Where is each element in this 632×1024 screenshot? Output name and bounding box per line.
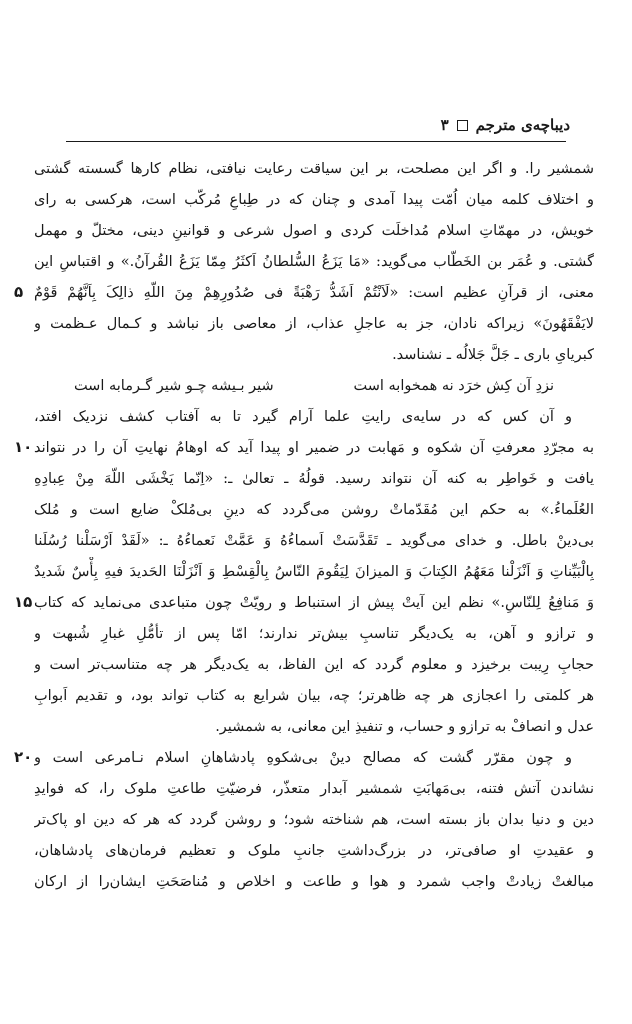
text-line: معنی، از قرآنِ عظیم است: «لَاَنْتُمْ اَشَدُّ رَهْبَةً فی صُدُورِهِمْ مِنَ اللّهِ ذالِکَ بِاَنَّهُمْ قَوْمٌ (34, 285, 594, 301)
text-line: عدل و انصافْ به ترازو و حساب، و تنفیذِ این معانی، به شمشیر. (215, 719, 594, 735)
text-line: مبالغتْ زیادتْ واجب شمرد و هوا و طاعت و اخلاص و مُناصَحَتِ ایشان‌را از ارکان (34, 874, 594, 890)
body-text (34, 154, 594, 898)
text-line: لایَفْقَهُونَ» زیراکه نادان، جز به عاجلِ عذاب، از معاصی باز نباشد و کـمال عـظمت و (34, 316, 594, 332)
text-line: نشاندن آتش فتنه، بی‌مَهابَتِ شمشیر آبدار متعذّر، فرضیّتِ طاعتِ ملوک را، که فوایدِ (34, 781, 594, 797)
line-number-10: ۱۰ (14, 438, 33, 456)
text-line: بِالْبَیِّناتِ وَ اَنْزَلْنا مَعَهُمُ الکِتابَ وَ المیزانَ لِیَقُومَ النّاسُ بِالْقِسْطِ وَ اَنْزَلْنَا الحَدیدَ فیهِ بِأْسٌ شَدیدٌ (34, 564, 594, 580)
text-line: و اختلاف کلمه میان اُمّت پیدا آمدی و چنان که در طِباعِ مُرکّب است، هرکسی به رای (34, 192, 594, 208)
text-line: و آن کس که در سایه‌ی رایتِ علما آرام گیرد تا به آفتاب کشف نزدیک افتد، (34, 409, 572, 425)
line-number-20: ۲۰ (14, 748, 33, 766)
text-line: و ترازو و آهن، به یک‌دیگر تناسبِ بیش‌تر ندارند؛ امّا پس از تأمُّلِ غبارِ شُبهت و (34, 626, 594, 642)
text-line: کبریایِ باری ـ جَلَّ جَلالُه ـ نشناسد. (392, 347, 594, 363)
line-number-5: ۵ (14, 283, 24, 301)
text-line: به مجرّدِ معرفتِ آن شکوه و مَهابت در ضمیر او پیدا آید که اوهامُ نهایتِ آن را در نتواند (34, 440, 594, 456)
text-line: یافت و خَواطِر به کنه آن نتواند رسید. قولُهُ ـ تعالیٰ ـ: «اِنّما یَخْشَی اللّهَ مِنْ عِبادِهِ (34, 471, 594, 487)
verse-hemistich-right: نزدِ آن کِش خرَد نه همخوابه است (353, 378, 555, 394)
running-header (70, 112, 570, 138)
text-line: العُلَماءُ.» به حکم این مُقَدّماتْ روشن می‌گردد که دینِ بی‌مُلکْ ضایع است و مُلک (34, 502, 594, 518)
header-page-number: ۳ (440, 116, 449, 134)
text-line: دین و دنیا بدان باز بسته است، هم شناخته شود؛ و روشن گردد که هر که دین او پاک‌تر (34, 812, 594, 828)
verse-hemistich-left: شیر بـیشه چـو شیر گـرمابه است (73, 378, 274, 394)
text-line: بی‌دینْ باطل. و خدای می‌گوید ـ تَقَدَّسَتْ اَسماءُهُ وَ عَمَّتْ نَعماءُهُ ـ: «لَقَدْ اَرْسَلْنا رُسُلَنا (34, 533, 594, 549)
header-separator-square (457, 120, 468, 131)
text-line: وَ مَنافِعُ لِلنّاسِ.» نظم این آیتْ پیش از استنباط و رویّتْ چون متباعدی می‌نماید که کتاب (34, 595, 594, 611)
text-line: خویش، در مهمّاتِ اسلام مُداخلَت کردی و اصول شرعی و قوانینِ دینی، مختلّ و مهمل (34, 223, 594, 239)
header-title: دیباچه‌ی مترجم (475, 116, 570, 134)
text-line: حجابِ رِیبت برخیزد و معلوم گردد که این الفاظ، به یک‌دیگر هر چه متناسب‌تر است و (34, 657, 594, 673)
header-rule (66, 141, 566, 142)
text-line: و چون مقرّر گشت که مصالح دینْ بی‌شکوهِ پادشاهانِ اسلام نـامرعی است و (34, 750, 572, 766)
text-line: هر کلمتی را اعجازی هر چه ظاهرتر؛ چه، بیان شرایع به کتاب تواند بود، و تقدیم اَبوابِ (34, 688, 594, 704)
line-number-15: ۱۵ (14, 593, 33, 611)
text-line: شمشیر را. و اگر این مصلحت، بر این سیاقت رعایت نیافتی، نظام کارها گسسته گشتی (34, 161, 594, 177)
text-line: گشتی. و عُمَر بن الخَطّاب می‌گوید: «مَا یَزَعُ السُّلطانُ اَکثَرُ مِمّا یَزَعُ القُرآنُ.» و اقتباسِ این (34, 254, 594, 270)
text-line: و عقیدتِ او صافی‌تر، در بزرگ‌داشتِ جانبِ ملوک و تعظیم فرمان‌های پادشاهان، (34, 843, 594, 859)
poem-verse (34, 371, 594, 402)
